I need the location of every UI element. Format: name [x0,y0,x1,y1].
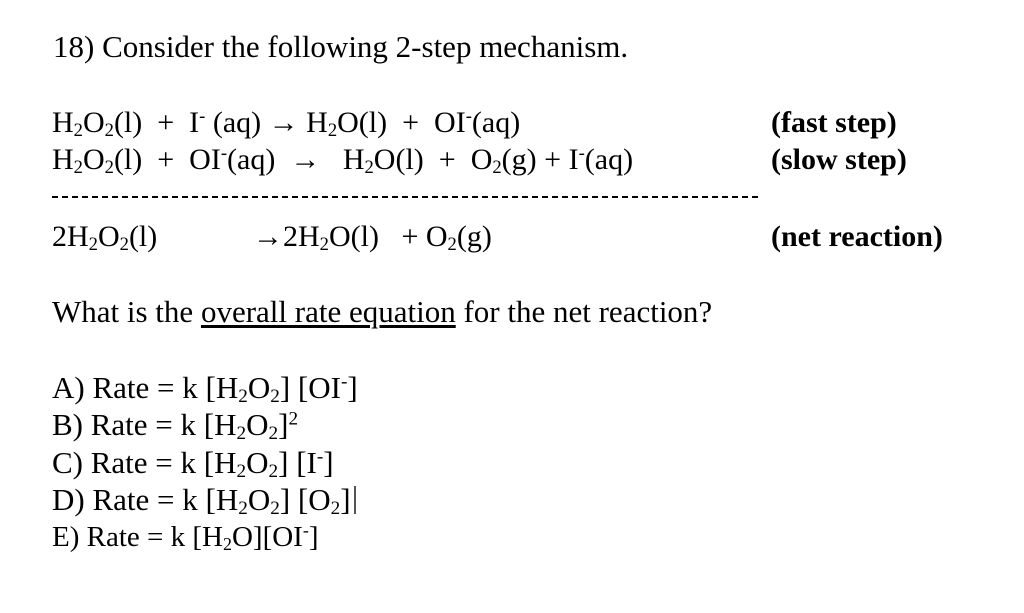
net-reaction-label: (net reaction) [771,220,943,253]
choice-b: B) Rate = k $[H_2O_2]^2$ [52,407,299,445]
question-title: 18) Consider the following 2-step mechanism. [53,29,629,64]
fast-step-label: (fast step) [771,106,897,139]
choice-c: C) Rate = k $[H_2O_2]$ [I-] [52,445,334,483]
mechanism-step-1: $H_2O_2(l) + I^-$ $(aq) \to H_2O(l) + OI^-(aq)$ [52,105,521,142]
choice-d: D) Rate = k $[H_2O_2]$ $[O_2]$ [52,484,356,515]
net-reaction-products: $\to 2H_2O(l) + O_2(g)$ [253,220,492,256]
question-prompt: What is the overall rate equation for the net reaction? [52,294,713,329]
net-reaction-reactants: $2H_2O_2(l)$ [52,220,158,256]
dashed-divider [52,196,758,198]
choice-e: E) Rate = k $[H_2O][OI^-]$ [52,520,319,554]
choice-a: A) Rate = k $[H_2O_2]$ [OI-] [52,370,358,408]
mechanism-step-2: $H_2O_2(l) + OI^-(aq) \to H_2O(l) + O_2(g) + I^-(aq)$ [52,142,634,179]
underlined-phrase: overall rate equation [200,294,456,329]
slow-step-label: (slow step) [771,143,907,176]
text-cursor [354,486,356,514]
